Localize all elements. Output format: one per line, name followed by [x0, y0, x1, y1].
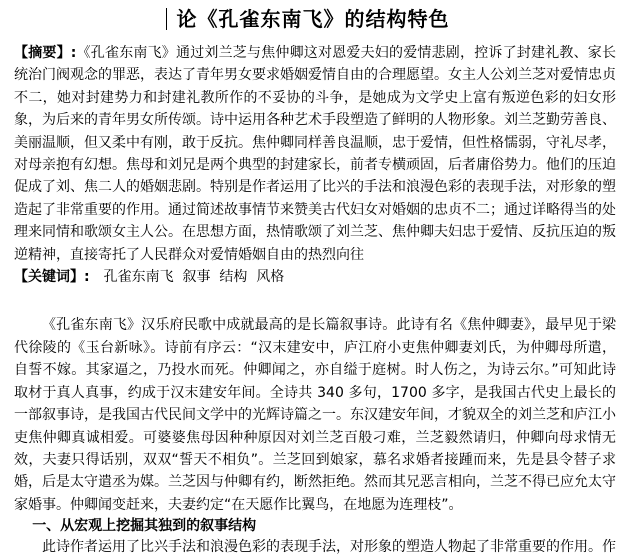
abstract-label: 【摘要】: [14, 45, 77, 61]
section-heading: 一、从宏观上挖掘其独到的叙事结构 [32, 518, 257, 535]
body-paragraph-1: 《孔雀东南飞》汉乐府民歌中成就最高的是长篇叙事诗。此诗有名《焦仲卿妻》，最早见于梁代徐陵的《玉台新咏》。诗前有序云：“汉末建安中，庐江府小吏焦仲卿妻刘氏，为仲卿母所遣，自誓不嫁。其家逼之，乃投水而死。仲卿闻之，亦自缢于庭树。时人伤之，为诗云尔。”可知此诗取材于真人真事，约成于汉末建安年间。全诗共 340 多句，1700 多字，是我国古代史上最长的一部叙事诗，是我国古代民间文学中的光辉诗篇之一。东汉建安年间，才貌双全的刘兰芝和庐江小吏焦仲卿真诚相爱。可婆婆焦母因种种原因对刘兰芝百般刁难，兰芝毅然请归，仲卿向母求情无效，夫妻只得话别，双双“誓天不相负”。兰芝回到娘家，慕名求婚者接踵而来，先是县令替子求婚，后是太守遣丞为媒。兰芝因与仲卿有约，断然拒绝。然而其兄恶言相向，兰芝不得已应允太守家婚事。仲卿闻变赶来，夫妻约定“在天愿作比翼鸟，在地愿为连理枝”。 [14, 317, 616, 513]
abstract-paragraph [14, 42, 616, 266]
keywords-paragraph [14, 266, 616, 288]
document-title: 论《孔雀东南飞》的结构特色 [176, 7, 450, 31]
body-paragraph-2: 此诗作者运用了比兴手法和浪漫色彩的表现手法，对形象的塑造人物起了非常重要的作用。作 [42, 539, 616, 556]
keywords-text: 孔雀东南飞 叙事 结构 风格 [103, 269, 285, 286]
abstract-text: 《孔雀东南飞》通过刘兰芝与焦仲卿这对恩爱夫妇的爱情悲剧，控诉了封建礼教、家长统治门阀观念的罪恶，表达了青年男女要求婚姻爱情自由的合理愿望。女主人公刘兰芝对爱情忠贞不二，她对封建势力和封建礼教所作的不妥协的斗争，是她成为文学史上富有叛逆色彩的妇女形象，为后来的青年男女所传颂。诗中运用各种艺术手段塑造了鲜明的人物形象。刘兰芝勤劳善良、美丽温顺，但又柔中有刚，敢于反抗。焦仲卿同样善良温顺，忠于爱情，但性格懦弱，守礼尽孝，对母亲抱有幻想。焦母和刘兄是两个典型的封建家长，前者专横顽固，后者庸俗势力。他们的压迫促成了刘、焦二人的婚姻悲剧。特别是作者运用了比兴的手法和浪漫色彩的表现手法，对形象的塑造起了非常重要的作用。通过简述故事情节来赞美古代妇女对婚姻的忠贞不二；通过详略得当的处理来同情和歌颂女主人公。在思想方面，热情歌颂了刘兰芝、焦仲卿夫妇忠于爱情、反抗压迫的叛逆精神，直接寄托了人民群众对爱情婚姻自由的热烈向往 [14, 45, 616, 263]
paragraph-gap [14, 288, 616, 314]
document-body [14, 42, 616, 559]
keywords-label: 【关键词】: [14, 269, 90, 286]
